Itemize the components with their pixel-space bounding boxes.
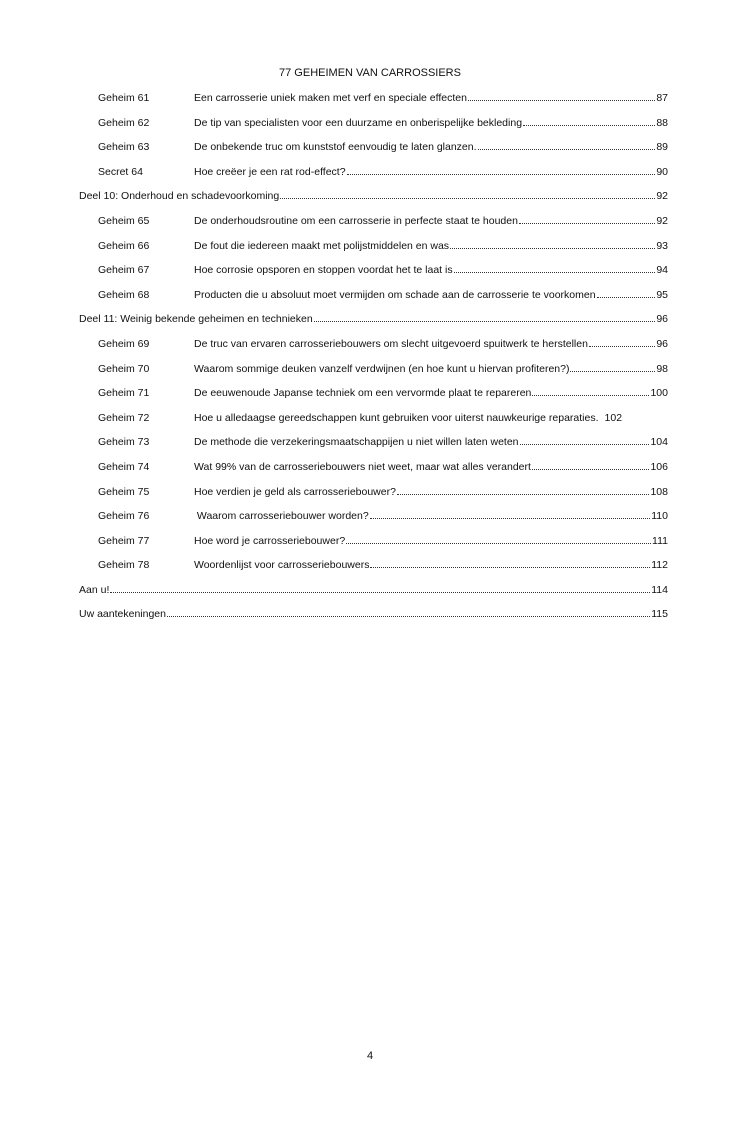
toc-page-number: 102 <box>604 411 623 424</box>
toc-page-number: 94 <box>656 264 668 277</box>
toc-entry[interactable] <box>79 338 668 363</box>
toc-entry[interactable] <box>79 141 668 166</box>
toc-title: Hoe creëer je een rat rod-effect? <box>194 165 346 178</box>
toc-title: Hoe verdien je geld als carrosseriebouwer? <box>194 485 396 498</box>
toc-entry-label: Geheim 62 <box>98 116 150 129</box>
dot-leader <box>450 240 655 249</box>
dot-leader <box>532 461 650 470</box>
toc-entry-label: Geheim 75 <box>98 485 150 498</box>
toc-entry[interactable] <box>79 436 668 461</box>
toc-entry[interactable] <box>79 559 668 584</box>
toc-page-number: 100 <box>650 387 668 400</box>
dot-leader <box>570 363 655 372</box>
dot-leader <box>532 387 649 396</box>
toc-entry[interactable] <box>79 510 668 535</box>
toc-entry-label: Geheim 77 <box>98 534 150 547</box>
dot-leader <box>600 413 604 421</box>
toc-title: Waarom carrosseriebouwer worden? <box>194 510 369 523</box>
toc-entry[interactable] <box>79 486 668 511</box>
toc-title: Producten die u absoluut moet vermijden om schade aan de carrosserie te voorkomen <box>194 288 596 301</box>
toc-entry[interactable] <box>79 461 668 486</box>
toc-page-number: 108 <box>650 485 668 498</box>
toc-page-number: 96 <box>656 313 668 326</box>
toc-page-number: 88 <box>656 116 668 129</box>
toc-entry-label: Geheim 78 <box>98 559 150 572</box>
toc-page-number: 96 <box>656 337 668 350</box>
toc-page-number: 106 <box>650 460 668 473</box>
toc-page-number: 110 <box>651 510 668 523</box>
dot-leader <box>370 510 651 519</box>
toc-page-number: 92 <box>656 190 668 203</box>
dot-leader <box>280 190 655 199</box>
toc-title: De fout die iedereen maakt met polijstmiddelen en was <box>194 239 450 252</box>
toc-section[interactable] <box>79 608 668 633</box>
page-number: 4 <box>366 1050 374 1062</box>
dot-leader <box>110 584 650 593</box>
toc-entry-label: Geheim 70 <box>98 362 150 375</box>
dot-leader <box>347 166 656 175</box>
toc-title: De onbekende truc om kunststof eenvoudig te laten glanzen. <box>194 141 477 154</box>
dot-leader <box>478 141 656 150</box>
toc-page-number: 89 <box>656 141 668 154</box>
dot-leader <box>519 215 655 224</box>
toc-title: Waarom sommige deuken vanzelf verdwijnen (en hoe kunt u hiervan profiteren?) <box>194 362 570 375</box>
toc-entry-label: Geheim 61 <box>98 92 150 104</box>
toc-title: De eeuwenoude Japanse techniek om een vervormde plaat te repareren <box>194 387 532 400</box>
dot-leader <box>314 313 656 322</box>
toc-entry[interactable] <box>79 240 668 265</box>
dot-leader <box>468 92 655 101</box>
table-of-contents <box>79 92 668 633</box>
toc-page-number: 95 <box>656 288 668 301</box>
toc-title: Een carrosserie uniek maken met verf en speciale effecten <box>194 92 467 104</box>
toc-entry[interactable] <box>79 289 668 314</box>
toc-entry[interactable] <box>79 363 668 388</box>
toc-entry[interactable] <box>79 92 668 117</box>
toc-title: Wat 99% van de carrosseriebouwers niet weet, maar wat alles verandert <box>194 460 531 473</box>
toc-page-number: 92 <box>656 214 668 227</box>
toc-entry-label: Geheim 72 <box>98 411 150 424</box>
toc-title: De methode die verzekeringsmaatschappijen u niet willen laten weten <box>194 436 519 449</box>
toc-entry[interactable] <box>79 166 668 191</box>
toc-entry-label: Geheim 71 <box>98 387 150 400</box>
toc-page-number: 104 <box>650 436 668 449</box>
dot-leader <box>167 608 650 617</box>
toc-title: Deel 11: Weinig bekende geheimen en technieken <box>79 313 313 326</box>
dot-leader <box>597 289 656 298</box>
toc-page-number: 112 <box>651 559 668 572</box>
dot-leader <box>397 486 650 495</box>
toc-page-number: 115 <box>651 608 668 621</box>
toc-title: Aan u! <box>79 583 110 596</box>
toc-title: De tip van specialisten voor een duurzame en onberispelijke bekleding <box>194 116 523 129</box>
toc-entry-label: Geheim 63 <box>98 141 150 154</box>
toc-entry[interactable] <box>79 215 668 240</box>
toc-title: Hoe corrosie opsporen en stoppen voordat het te laat is <box>194 264 453 277</box>
dot-leader <box>454 264 656 273</box>
dot-leader <box>520 436 650 445</box>
toc-page-number: 98 <box>656 362 668 375</box>
toc-entry-label: Geheim 74 <box>98 460 150 473</box>
toc-title: De onderhoudsroutine om een carrosserie in perfecte staat te houden <box>194 214 518 227</box>
toc-entry-label: Geheim 65 <box>98 214 150 227</box>
toc-page-number: 114 <box>651 583 668 596</box>
toc-entry[interactable] <box>79 264 668 289</box>
toc-section[interactable] <box>79 313 668 338</box>
toc-entry-label: Secret 64 <box>98 165 143 178</box>
toc-entry[interactable] <box>79 535 668 560</box>
toc-entry[interactable] <box>79 117 668 142</box>
toc-entry-label: Geheim 66 <box>98 239 150 252</box>
toc-entry-label: Geheim 76 <box>98 510 150 523</box>
dot-leader <box>370 559 650 568</box>
toc-entry[interactable] <box>79 412 668 437</box>
toc-title: Woordenlijst voor carrosseriebouwers <box>194 559 370 572</box>
toc-section[interactable] <box>79 190 668 215</box>
toc-entry-label: Geheim 73 <box>98 436 150 449</box>
toc-page-number: 111 <box>652 534 668 547</box>
toc-title: Hoe word je carrosseriebouwer? <box>194 534 346 547</box>
toc-entry-label: Geheim 69 <box>98 337 150 350</box>
toc-page-number: 93 <box>656 239 668 252</box>
dot-leader <box>346 535 651 544</box>
toc-title: Deel 10: Onderhoud en schadevoorkoming <box>79 190 280 203</box>
toc-title: Uw aantekeningen <box>79 608 166 621</box>
toc-title: De truc van ervaren carrosseriebouwers om slecht uitgevoerd spuitwerk te herstellen <box>194 337 588 350</box>
toc-entry-label: Geheim 68 <box>98 288 150 301</box>
toc-page-number: 87 <box>656 92 668 104</box>
dot-leader <box>523 117 655 126</box>
page-title: 77 GEHEIMEN VAN CARROSSIERS <box>279 67 461 79</box>
toc-title: Hoe u alledaagse gereedschappen kunt gebruiken voor uiterst nauwkeurige reparaties. <box>194 411 599 424</box>
toc-section[interactable] <box>79 584 668 609</box>
toc-entry-label: Geheim 67 <box>98 264 150 277</box>
dot-leader <box>589 338 655 347</box>
toc-entry[interactable] <box>79 387 668 412</box>
toc-page-number: 90 <box>656 165 668 178</box>
